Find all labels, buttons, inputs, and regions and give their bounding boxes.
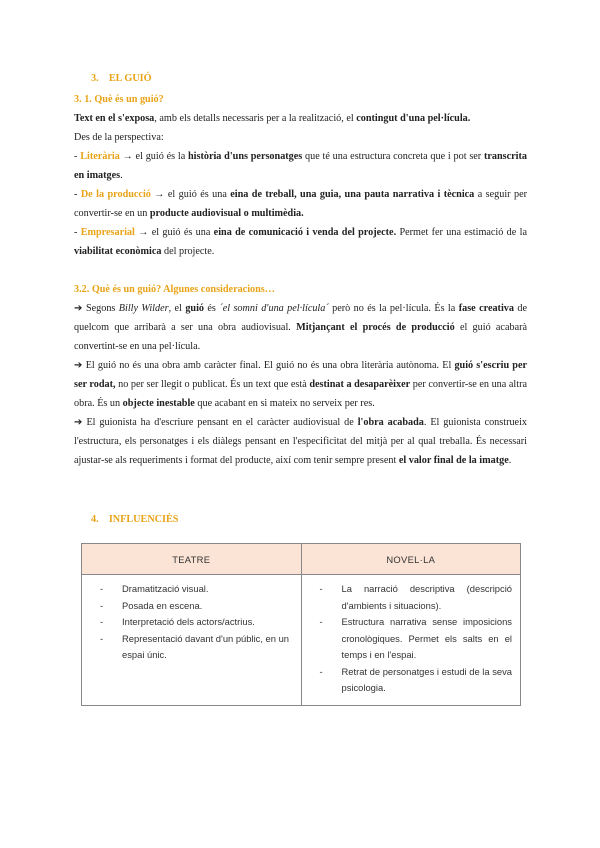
definition-bold-2: contingut d'una pel·lícula. <box>356 113 471 124</box>
list-item <box>310 664 513 697</box>
p2-text-1: ➔ El guió no és una obra amb caràcter final. El guió no és una obra literària autònoma. El <box>74 360 455 371</box>
novella-cell <box>301 575 521 706</box>
perspective-produccio: - De la producció → el guió és una eina de treball, una guia, una pauta narrativa i tècnica a seguir per convertir-se en un producte audiovisual o multimèdia. <box>74 189 527 219</box>
perspective-empresarial: - Empresarial → el guió és una eina de comunicació i venda del projecte. Permet fer una estimació de la viabilitat econòmica del projecte. <box>74 227 527 257</box>
list-dash: - <box>100 583 104 594</box>
list-item-text: La narració descriptiva (descripció d'ambients i situacions). <box>341 583 512 611</box>
list-item-text: Posada en escena. <box>122 599 203 611</box>
p3-bold-2: el valor final de la imatge <box>398 455 509 466</box>
empresarial-bold-2: viabilitat econòmica <box>74 246 162 257</box>
empresarial-text-1: → el guió és una <box>134 227 214 238</box>
list-dash: - <box>319 665 323 677</box>
produccio-bold-1: eina de treball, una guia, una pauta narrativa i tècnica <box>230 189 475 200</box>
p1-text-6: el guió acabarà convertint-se en una pel·lícula. <box>74 322 527 352</box>
list-item-text: Representació davant d'un públic, en un espai únic. <box>122 632 290 660</box>
novella-list <box>310 581 513 697</box>
p1-italic-2: ´el somni d'una pel·lícula´ <box>219 303 329 314</box>
section-4-title: INFLUENCIÈS <box>108 514 179 525</box>
definition-paragraph <box>74 109 527 128</box>
section-3-heading <box>91 72 152 86</box>
list-dash: - <box>319 583 323 594</box>
list-item <box>90 614 293 631</box>
p3-text-3: . <box>508 455 512 466</box>
list-item-text: Retrat de personatges i estudi de la seva psicologia. <box>341 665 512 693</box>
teatre-list <box>90 581 293 664</box>
header-teatre: TEATRE <box>82 544 302 575</box>
literaria-bold-2: transcrita en imatges <box>74 151 527 181</box>
empresarial-text-3: del projecte. <box>161 246 215 257</box>
list-item-text: Estructura narrativa sense imposicions cronològiques. Permet els salts en el temps i en l'espai. <box>341 616 512 660</box>
p1-bold-1: guió <box>185 303 204 314</box>
p1-italic-1: Billy Wilder <box>118 303 169 314</box>
list-item <box>310 614 513 664</box>
list-dash: - <box>100 632 104 644</box>
list-item <box>90 581 293 598</box>
empresarial-text-2: Permet fer una estimació de la <box>396 227 527 238</box>
section-3-2-heading: 3.2. Què és un guió? Algunes consideracions… <box>74 284 275 295</box>
definition-text-1: , amb els detalls necessaris per a la realització, el <box>154 113 357 124</box>
p1-bold-2: fase creativa <box>458 303 514 314</box>
p1-bold-3: Mitjançant el procés de producció <box>296 322 455 333</box>
section-3-title: EL GUIÓ <box>108 73 152 84</box>
list-item <box>90 598 293 615</box>
section-3-number: 3. <box>91 73 99 84</box>
p1-text-5: de quelcom que arribarà a ser una obra audiovisual. <box>74 303 527 333</box>
perspective-intro: Des de la perspectiva: <box>74 132 164 143</box>
literaria-text-2: que té una estructura concreta que i pot ser <box>302 151 484 162</box>
empresarial-bold-1: eina de comunicació i venda del projecte. <box>213 227 397 238</box>
literaria-text-1: → el guió és la <box>119 151 188 162</box>
list-dash: - <box>100 616 104 627</box>
p2-text-2: no per ser llegit o publicat. És un text que està <box>115 379 310 390</box>
p1-text-3: és <box>204 303 220 314</box>
list-item <box>90 631 293 664</box>
produccio-text-1: → el guió és una <box>150 189 231 200</box>
p2-bold-2: destinat a desaparèixer <box>309 379 411 390</box>
p3-bold-1: l'obra acabada <box>357 417 424 428</box>
p3-text-1: ➔ El guionista ha d'escriure pensant en el caràcter audiovisual de <box>74 417 358 428</box>
produccio-label: De la producció <box>80 189 151 200</box>
p1-text-4: però no és la pel·lícula. És la <box>328 303 459 314</box>
list-dash: - <box>100 599 104 611</box>
perspective-literaria: - Literària → el guió és la història d'uns personatges que té una estructura concreta que i pot ser transcrita en imatges. <box>74 151 527 181</box>
p1-text-1: ➔ Segons <box>74 303 119 314</box>
list-item-text: Interpretació dels actors/actrius. <box>122 616 255 627</box>
definition-bold-1: Text en el s'exposa <box>74 113 155 124</box>
teatre-cell <box>82 575 302 706</box>
produccio-text-2: a seguir per convertir-se en un <box>74 189 527 219</box>
produccio-bold-2: producte audiovisual o multimèdia. <box>149 208 304 219</box>
consideration-paragraph-2 <box>74 356 527 413</box>
influences-table <box>81 543 521 706</box>
p1-text-2: , el <box>168 303 186 314</box>
p2-text-4: que acabant en si mateix no serveix per res. <box>194 398 375 409</box>
consideration-paragraph-3 <box>74 413 527 470</box>
header-novella: NOVEL·LA <box>301 544 521 575</box>
table-header-row <box>82 544 521 575</box>
literaria-label: Literària <box>80 151 120 162</box>
section-4-number: 4. <box>91 514 99 525</box>
empresarial-label: Empresarial <box>80 227 135 238</box>
section-4-heading <box>91 513 178 527</box>
literaria-text-3: . <box>120 170 123 181</box>
p3-text-2: . El guionista construeix l'estructura, els personatges i els diàlegs pensant en l'especificitat del mitjà per al qual treballa. És necessari ajustar-se als requeriments i format del producte, així com tenir sempre present <box>74 417 528 466</box>
p2-bold-1: guió s'escriu per ser rodat, <box>74 360 528 390</box>
consideration-paragraph-1 <box>74 299 527 356</box>
section-3-1-heading: 3. 1. Què és un guió? <box>74 94 164 105</box>
list-item-text: Dramatització visual. <box>122 583 209 594</box>
list-dash: - <box>319 616 323 627</box>
p2-text-3: per convertir-se en una altra obra. És un <box>74 379 527 409</box>
p2-bold-3: objecte inestable <box>122 398 195 409</box>
table-body-row <box>82 575 521 706</box>
literaria-bold-1: història d'uns personatges <box>188 151 303 162</box>
list-item <box>310 581 513 614</box>
